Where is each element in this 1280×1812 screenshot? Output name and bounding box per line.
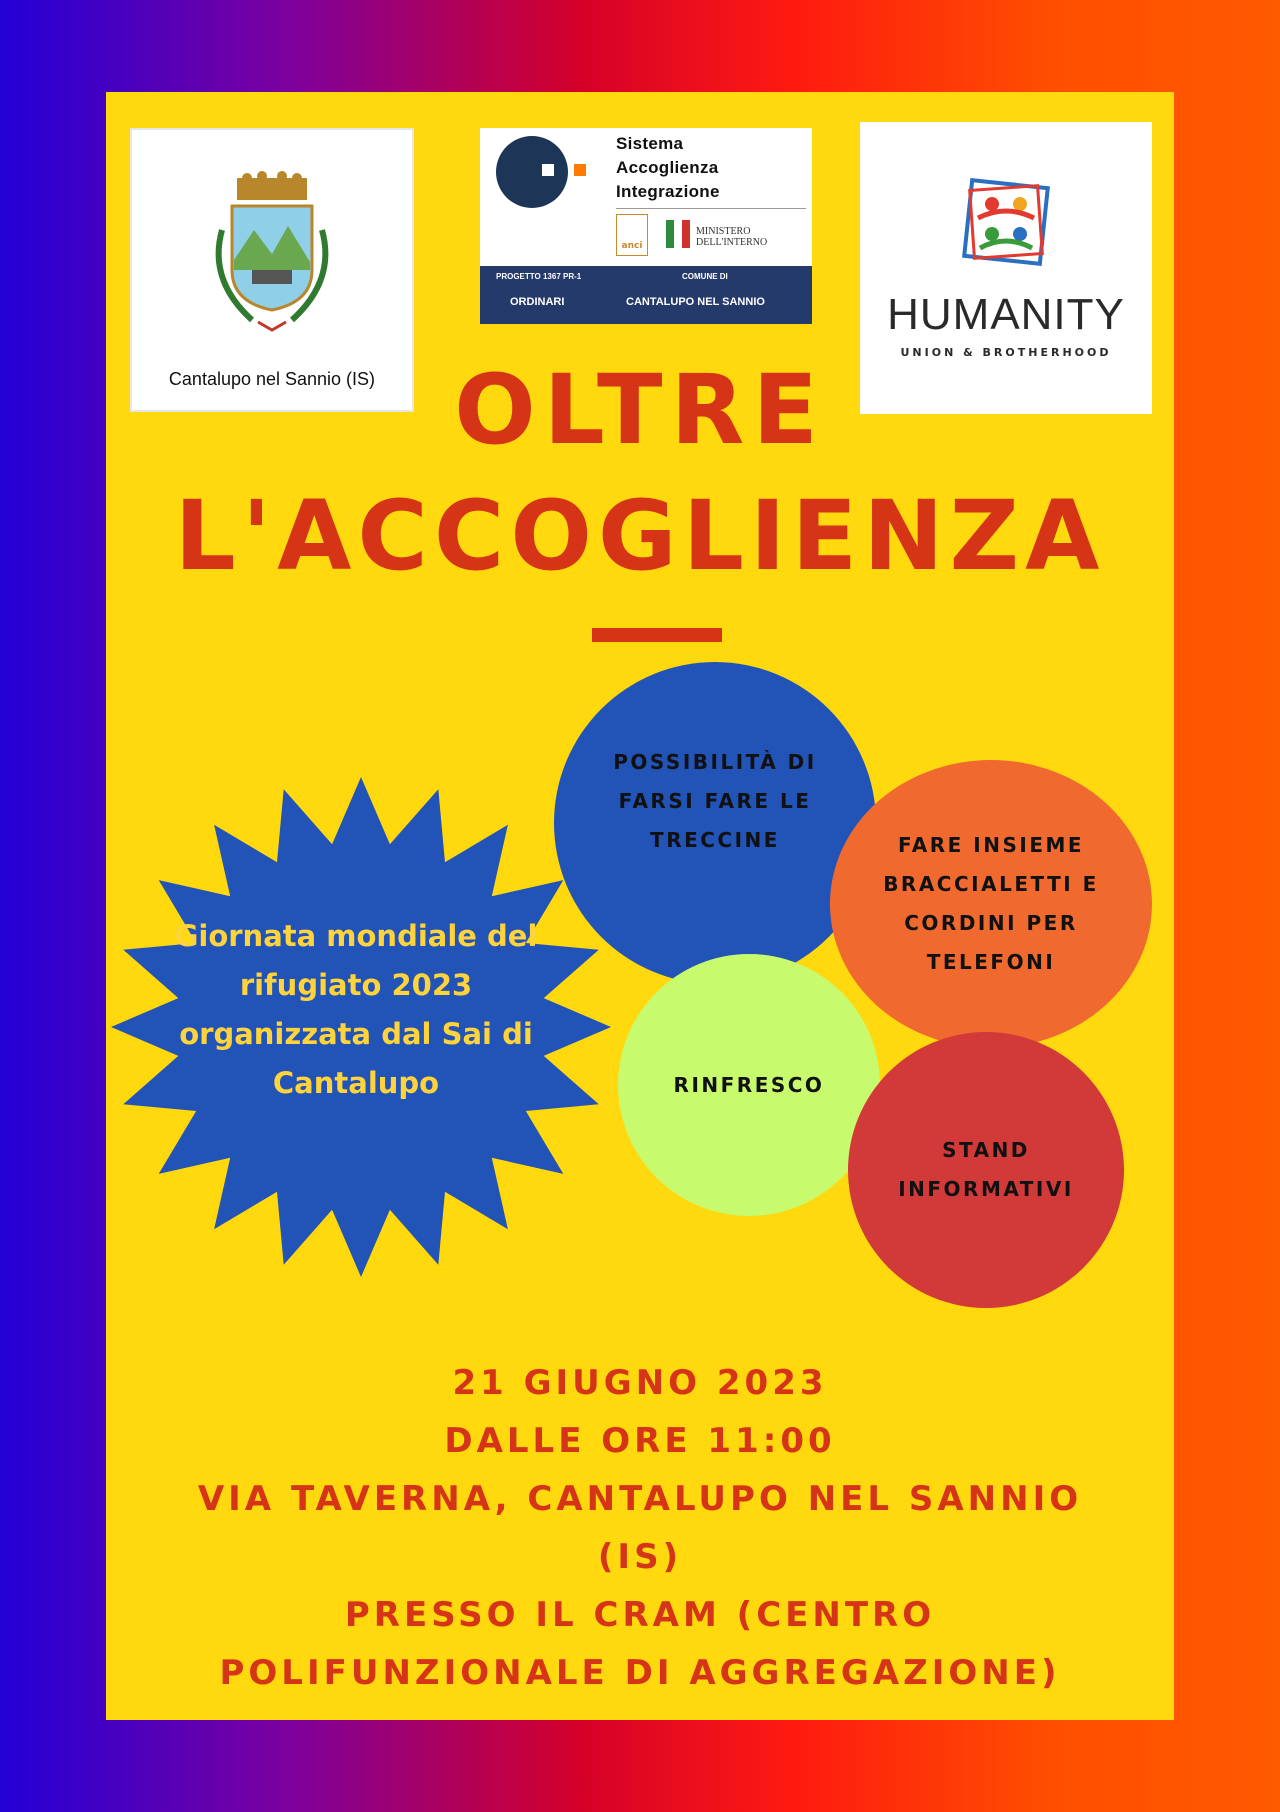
activity-bracciali xyxy=(830,760,1152,1048)
humanity-name: HUMANITY xyxy=(887,290,1125,339)
comune-di-label: COMUNE DI xyxy=(682,272,728,281)
sai-circle-icon xyxy=(496,136,568,208)
event-date: 21 GIUGNO 2023 xyxy=(452,1363,828,1403)
sai-logo xyxy=(480,128,812,324)
event-province: (IS) xyxy=(597,1537,683,1577)
sai-line1: Sistema xyxy=(616,134,684,153)
activity-rinfresco xyxy=(618,954,880,1216)
anci-logo: anci xyxy=(616,214,648,256)
starburst-text: Giornata mondiale del rifugiato 2023 organizzata dal Sai di Cantalupo xyxy=(174,919,538,1100)
activity-treccine xyxy=(554,662,876,984)
title-divider xyxy=(592,628,722,642)
event-details xyxy=(106,1354,1174,1702)
italian-flag-icon xyxy=(666,220,690,248)
ministero-label: MINISTERO DELL'INTERNO xyxy=(696,226,768,248)
ordinari-label: ORDINARI xyxy=(510,296,565,308)
comune-caption: Cantalupo nel Sannio (IS) xyxy=(168,369,376,389)
title-line-1: OLTRE xyxy=(454,354,826,466)
event-address: VIA TAVERNA, CANTALUPO NEL SANNIO xyxy=(197,1479,1083,1519)
sai-line3: Integrazione xyxy=(616,182,720,201)
coat-of-arms-icon xyxy=(192,170,352,350)
humanity-tagline: UNION & BROTHERHOOD xyxy=(900,346,1112,359)
sai-line2: Accoglienza xyxy=(616,158,719,177)
activity-stand-label: STAND INFORMATIVI xyxy=(898,1138,1074,1201)
poster xyxy=(106,92,1174,1720)
sai-info-bar xyxy=(480,266,812,324)
activity-rinfresco-label: RINFRESCO xyxy=(673,1072,825,1097)
progetto-label: PROGETTO 1367 PR-1 xyxy=(496,272,582,281)
event-time: DALLE ORE 11:00 xyxy=(444,1421,836,1461)
humanity-icon xyxy=(958,174,1054,270)
activity-bracciali-label: FARE INSIEME BRACCIALETTI E CORDINI PER TELEFONI xyxy=(883,833,1099,974)
title-line-2: L'ACCOGLIENZA xyxy=(174,480,1106,592)
event-venue-1: PRESSO IL CRAM (CENTRO xyxy=(344,1595,936,1635)
event-venue-2: POLIFUNZIONALE DI AGGREGAZIONE) xyxy=(219,1653,1061,1693)
comune-label: CANTALUPO NEL SANNIO xyxy=(626,296,765,308)
activity-stand xyxy=(848,1032,1124,1308)
activity-treccine-label: POSSIBILITÀ DI FARSI FARE LE TRECCINE xyxy=(613,749,817,852)
